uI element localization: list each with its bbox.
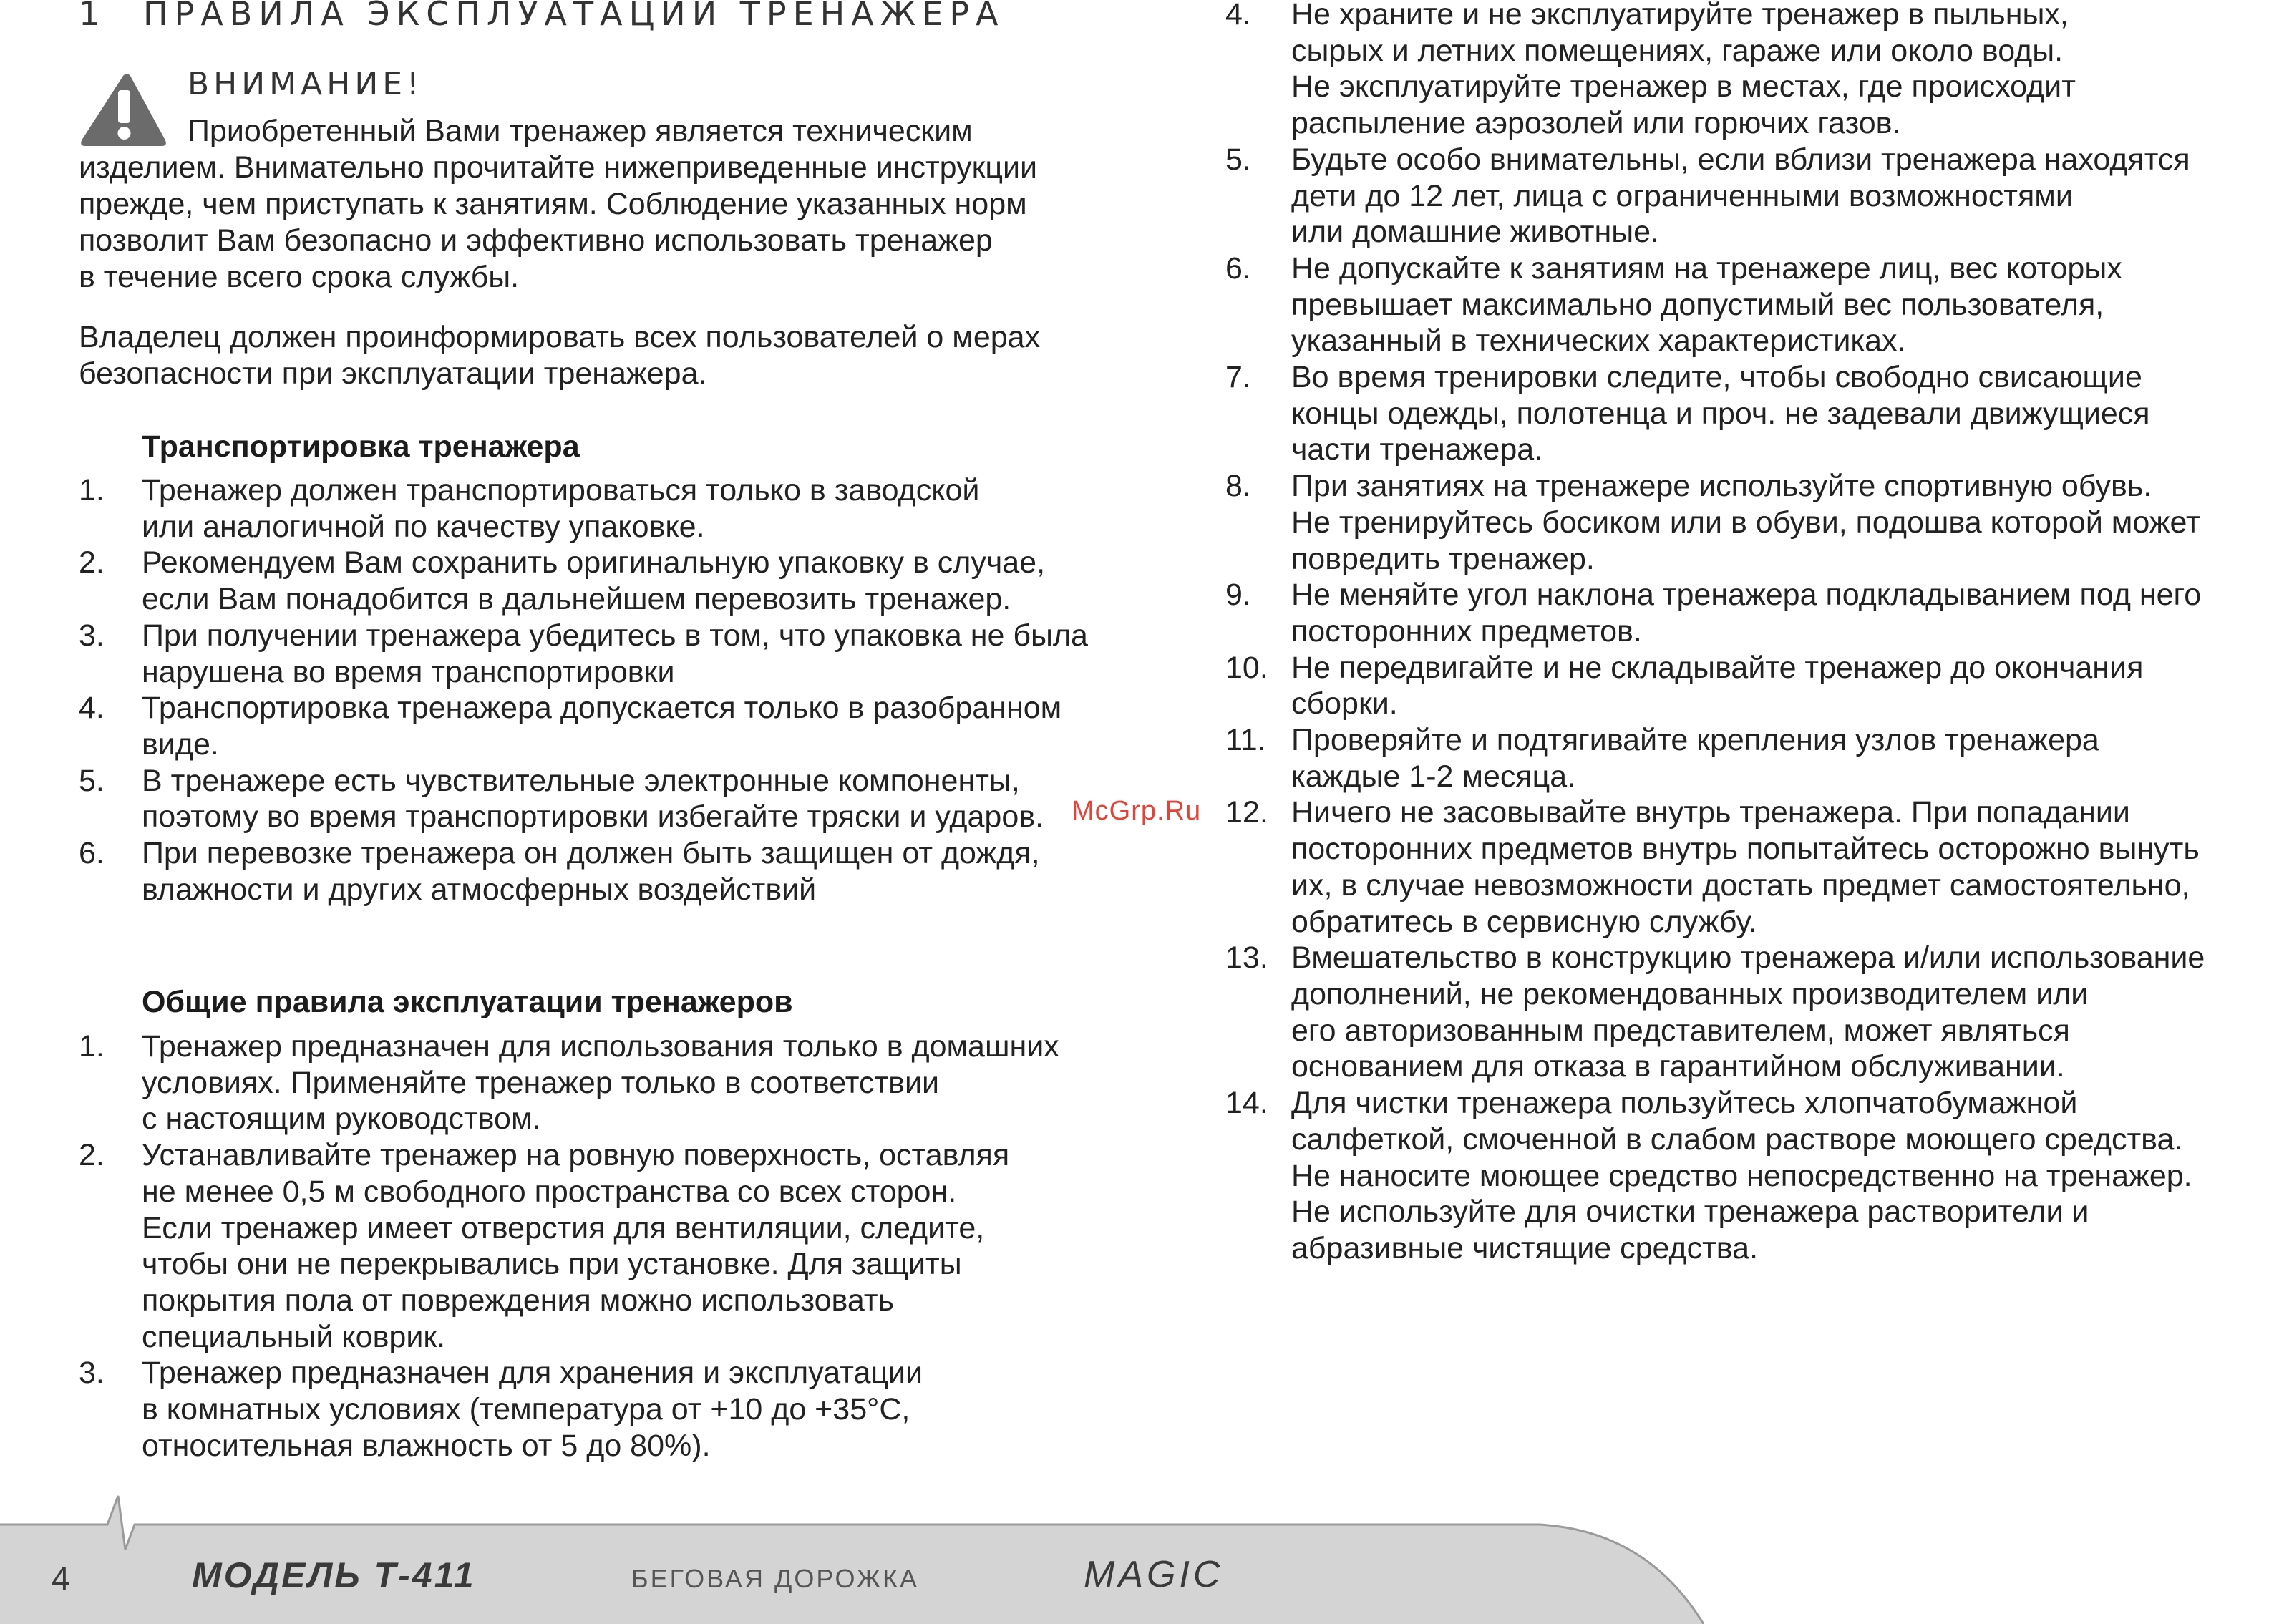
list-item-line: чтобы они не перекрывались при установке. Для защиты — [142, 1247, 962, 1282]
warning-intro-line: Приобретенный Вами тренажер является техническим — [188, 114, 973, 148]
list-item-line: виде. — [142, 726, 219, 762]
list-item-text — [142, 690, 1181, 762]
list-item — [1225, 251, 2269, 359]
model-name: МОДЕЛЬ Т-411 — [192, 1555, 476, 1595]
list-item-text — [142, 545, 1181, 617]
list-item-text — [142, 472, 1181, 545]
list-item-number: 1. — [79, 1029, 105, 1064]
list-item-number: 6. — [1225, 251, 1251, 286]
list-item-line: условиях. Применяйте тренажер только в соответствии — [142, 1065, 940, 1100]
list-item — [1225, 650, 2269, 722]
list-item — [1225, 359, 2269, 468]
brand-logo: MAGIC — [1084, 1554, 1224, 1595]
list-item — [1225, 0, 2269, 142]
list-item — [1225, 722, 2269, 794]
list-item-line: дети до 12 лет, лица с ограниченными возможностями — [1291, 178, 2073, 213]
list-item — [79, 835, 1181, 908]
list-item-line: При перевозке тренажера он должен быть защищен от дождя, — [142, 836, 1040, 871]
warning-intro-line: позволит Вам безопасно и эффективно использовать тренажер — [79, 223, 993, 258]
warning-intro-line: изделием. Внимательно прочитайте нижеприведенные инструкции — [79, 150, 1038, 185]
list-item-line: дополнений, не рекомендованных производителем или — [1291, 976, 2089, 1011]
list-item-line: обратитесь в сервисную службу. — [1291, 904, 1757, 939]
transport-heading: Транспортировка тренажера — [142, 429, 580, 464]
list-item — [79, 1355, 1181, 1464]
footer-band — [0, 1474, 2269, 1624]
list-item-text — [142, 835, 1181, 908]
warning-intro — [79, 113, 1195, 296]
list-item-line: указанный в технических характеристиках. — [1291, 324, 1906, 359]
product-type: БЕГОВАЯ ДОРОЖКА — [631, 1564, 919, 1593]
list-item-line: Не допускайте к занятиям на тренажере лиц, вес которых — [1291, 251, 2122, 286]
list-item-text — [142, 1355, 1181, 1464]
list-item — [79, 472, 1181, 545]
list-item — [1225, 468, 2269, 577]
owner-note — [79, 319, 1195, 392]
list-item-line: покрытия пола от повреждения можно использовать — [142, 1283, 894, 1318]
list-item — [1225, 940, 2269, 1085]
warning-intro-line: в течение всего срока службы. — [79, 260, 520, 294]
list-item-line: Будьте особо внимательны, если вблизи тренажера находятся — [1291, 142, 2190, 177]
transport-list — [79, 472, 1181, 908]
list-item-line: Не используйте для очистки тренажера растворители и — [1291, 1195, 2089, 1230]
list-item-line: каждые 1-2 месяца. — [1291, 759, 1576, 794]
list-item-number: 12. — [1225, 795, 1268, 830]
list-item-text — [1291, 0, 2269, 142]
list-item-text — [1291, 794, 2269, 940]
list-item-line: повредить тренажер. — [1291, 541, 1595, 576]
list-item-text — [1291, 650, 2269, 722]
list-item-line: Проверяйте и подтягивайте крепления узлов тренажера — [1291, 723, 2099, 758]
general-heading: Общие правила эксплуатации тренажеров — [142, 985, 793, 1019]
list-item-line: Транспортировка тренажера допускается только в разобранном — [142, 691, 1062, 726]
list-item-text — [1291, 142, 2269, 251]
list-item-number: 1. — [79, 473, 105, 507]
list-item-line: посторонних предметов внутрь попытайтесь осторожно вынуть — [1291, 832, 2200, 867]
list-item-line: влажности и других атмосферных воздействий — [142, 872, 817, 907]
list-item-number: 7. — [1225, 360, 1251, 395]
list-item — [1225, 1085, 2269, 1267]
general-rules-list — [79, 1029, 1181, 1464]
list-item-line: специальный коврик. — [142, 1319, 446, 1354]
list-item-line: Не меняйте угол наклона тренажера подкладыванием под него — [1291, 578, 2202, 613]
list-item-line: распыление аэрозолей или горючих газов. — [1291, 106, 1901, 141]
warning-title: ВНИМАНИЕ! — [188, 66, 424, 102]
list-item-text — [142, 1029, 1181, 1137]
list-item-line: основанием для отказа в гарантийном обслуживании. — [1291, 1049, 2065, 1084]
list-item — [79, 1137, 1181, 1355]
list-item-line: абразивные чистящие средства. — [1291, 1230, 1759, 1265]
list-item-text — [1291, 940, 2269, 1085]
list-item — [79, 618, 1181, 690]
list-item-number: 5. — [1225, 142, 1251, 177]
list-item-line: их, в случае невозможности достать предмет самостоятельно, — [1291, 867, 2190, 903]
list-item-line: Устанавливайте тренажер на ровную поверхность, оставляя — [142, 1138, 1010, 1173]
list-item-line: сборки. — [1291, 686, 1398, 721]
list-item-line: если Вам понадобится в дальнейшем перевозить тренажер. — [142, 582, 1011, 617]
list-item-number: 2. — [79, 545, 105, 580]
list-item — [1225, 794, 2269, 940]
list-item-line: его авторизованным представителем, может являться — [1291, 1013, 2070, 1048]
list-item-text — [1291, 722, 2269, 794]
list-item-line: части тренажера. — [1291, 432, 1543, 467]
list-item-line: сырых и летних помещениях, гараже или около воды. — [1291, 33, 2064, 68]
list-item-line: или домашние животные. — [1291, 215, 1660, 250]
list-item-line: салфеткой, смоченной в слабом растворе моющего средства. — [1291, 1122, 2183, 1157]
list-item-line: Тренажер предназначен для хранения и эксплуатации — [142, 1356, 923, 1391]
list-item — [79, 690, 1181, 762]
list-item-line: в комнатных условиях (температура от +10 до +35°C, — [142, 1392, 910, 1427]
list-item-line: посторонних предметов. — [1291, 613, 1642, 648]
list-item — [1225, 142, 2269, 251]
list-item-line: При занятиях на тренажере используйте спортивную обувь. — [1291, 469, 2152, 504]
list-item-line: нарушена во время транспортировки — [142, 654, 675, 689]
list-item-line: Не храните и не эксплуатируйте тренажер в пыльных, — [1291, 0, 2069, 31]
list-item-number: 9. — [1225, 578, 1251, 613]
list-item-line: Для чистки тренажера пользуйтесь хлопчатобумажной — [1291, 1086, 2078, 1121]
list-item-number: 8. — [1225, 469, 1251, 504]
list-item-number: 6. — [79, 836, 105, 871]
section-title-text: ПРАВИЛА ЭКСПЛУАТАЦИИ ТРЕНАЖЕРА — [143, 0, 1005, 33]
owner-note-line: Владелец должен проинформировать всех пользователей о мерах — [79, 320, 1041, 354]
list-item-number: 3. — [79, 618, 105, 653]
list-item-line: Не наносите моющее средство непосредственно на тренажер. — [1291, 1158, 2192, 1193]
list-item-line: Ничего не засовывайте внутрь тренажера. При попадании — [1291, 795, 2130, 830]
list-item-line: или аналогичной по качеству упаковке. — [142, 509, 705, 544]
list-item — [79, 763, 1181, 835]
list-item-number: 10. — [1225, 650, 1268, 685]
list-item — [79, 545, 1181, 617]
watermark: McGrp.Ru — [1072, 796, 1202, 826]
list-item-line: с настоящим руководством. — [142, 1102, 541, 1137]
list-item-line: Тренажер должен транспортироваться только в заводской — [142, 473, 980, 507]
list-item-number: 5. — [79, 763, 105, 798]
warning-intro-line: прежде, чем приступать к занятиям. Соблюдение указанных норм — [79, 187, 1027, 221]
list-item-text — [142, 763, 1181, 835]
page-number: 4 — [52, 1560, 70, 1597]
list-item-text — [1291, 251, 2269, 359]
list-item-number: 2. — [79, 1138, 105, 1173]
list-item-line: поэтому во время транспортировки избегайте тряски и ударов. — [142, 799, 1044, 835]
list-item-line: концы одежды, полотенца и проч. не задевали движущиеся — [1291, 396, 2150, 431]
list-item-number: 14. — [1225, 1086, 1268, 1121]
list-item-line: При получении тренажера убедитесь в том, что упаковка не была — [142, 618, 1088, 653]
list-item-line: Если тренажер имеет отверстия для вентиляции, следите, — [142, 1210, 985, 1245]
list-item-line: Во время тренировки следите, чтобы свободно свисающие — [1291, 360, 2142, 395]
list-item — [1225, 577, 2269, 649]
list-item-line: В тренажере есть чувствительные электронные компоненты, — [142, 763, 1020, 798]
list-item-line: Не передвигайте и не складывайте тренажер до окончания — [1291, 650, 2144, 685]
list-item-line: Не тренируйтесь босиком или в обуви, подошва которой может — [1291, 505, 2200, 540]
section-title — [79, 0, 1005, 33]
list-item-number: 13. — [1225, 940, 1268, 976]
list-item-number: 4. — [1225, 0, 1251, 31]
list-item-number: 11. — [1225, 723, 1266, 758]
list-item-line: Не эксплуатируйте тренажер в местах, где происходит — [1291, 69, 2076, 104]
list-item-number: 4. — [79, 691, 105, 726]
list-item-text — [1291, 468, 2269, 577]
section-number: 1 — [79, 0, 100, 33]
list-item-text — [1291, 577, 2269, 649]
list-item-line: Тренажер предназначен для использования только в домашних — [142, 1029, 1059, 1064]
list-item-line: превышает максимально допустимый вес пользователя, — [1291, 287, 2104, 322]
list-item-line: Вмешательство в конструкцию тренажера и/или использование — [1291, 940, 2205, 976]
list-item-line: относительная влажность от 5 до 80%). — [142, 1428, 711, 1463]
general-rules-list-continued — [1225, 0, 2269, 1267]
owner-note-line: безопасности при эксплуатации тренажера. — [79, 356, 707, 391]
list-item-text — [1291, 1085, 2269, 1267]
list-item-text — [142, 618, 1181, 690]
list-item-line: Рекомендуем Вам сохранить оригинальную упаковку в случае, — [142, 545, 1046, 580]
list-item-text — [1291, 359, 2269, 468]
list-item-number: 3. — [79, 1356, 105, 1391]
list-item-text — [142, 1137, 1181, 1355]
list-item-line: не менее 0,5 м свободного пространства со всех сторон. — [142, 1174, 957, 1209]
list-item — [79, 1029, 1181, 1137]
